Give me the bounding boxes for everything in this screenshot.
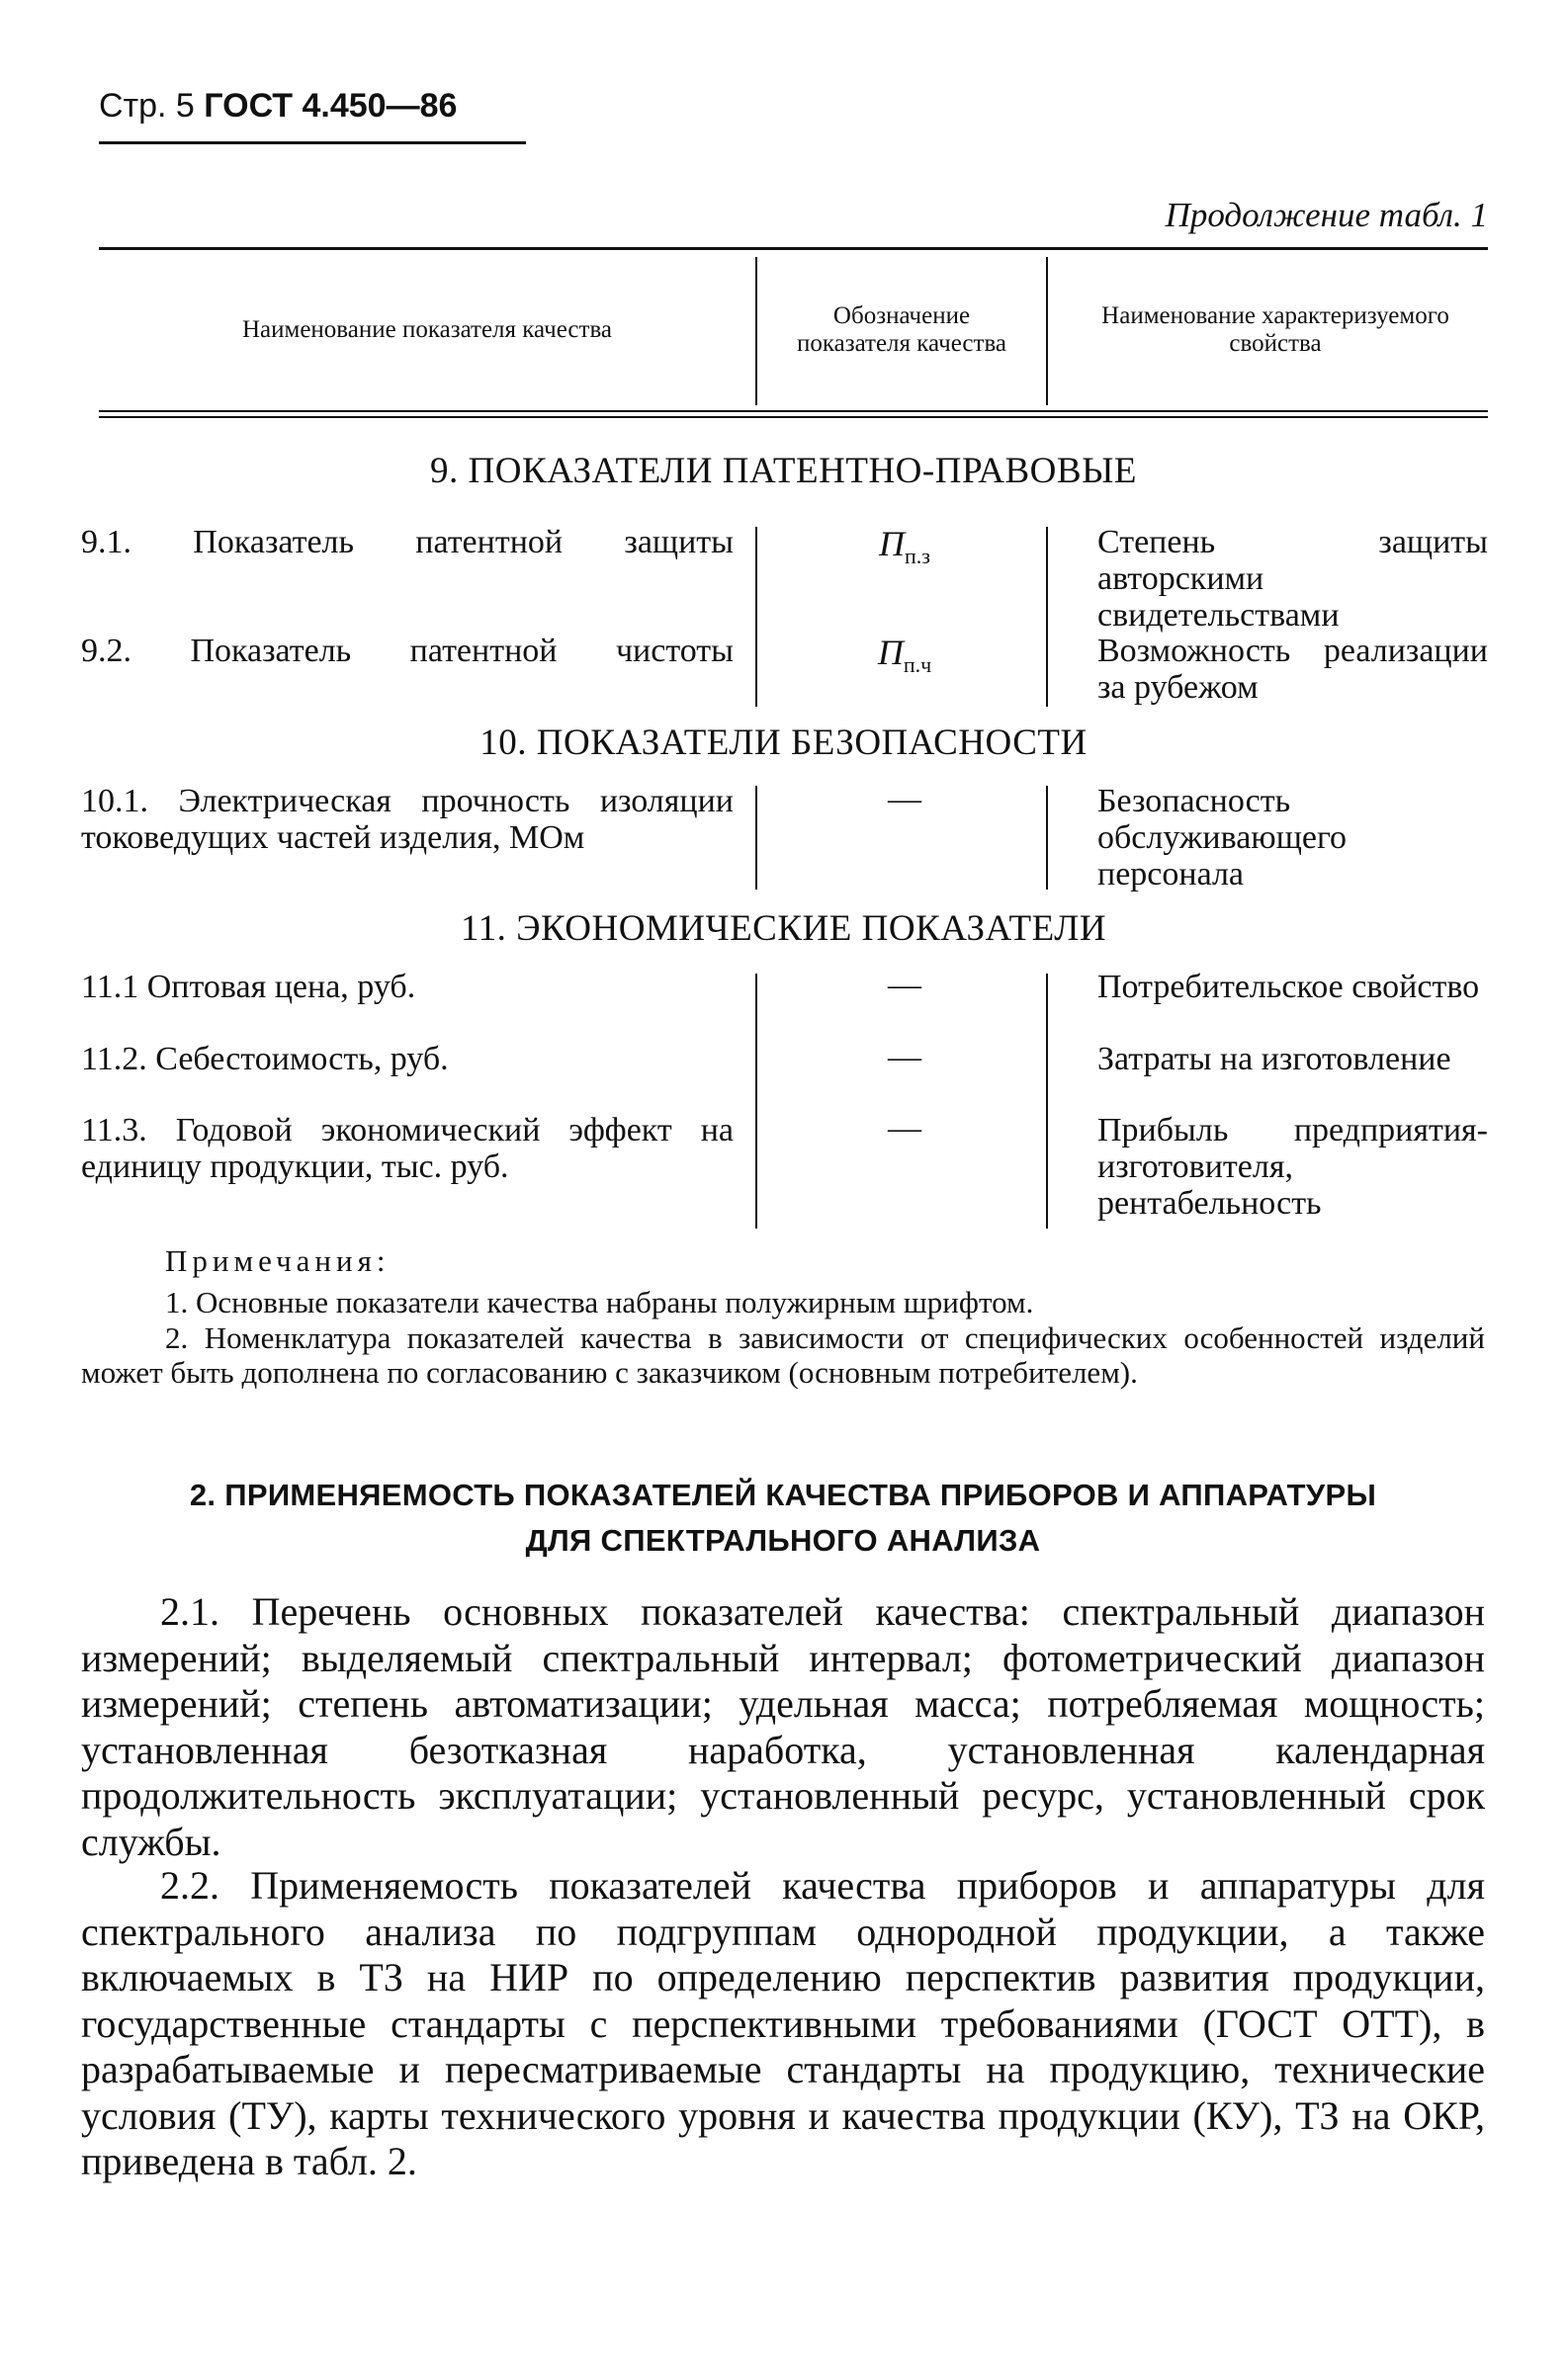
section-title-safety: 10. ПОКАЗАТЕЛИ БЕЗОПАСНОСТИ [479,722,1088,763]
row-name-9-1: 9.1. Показатель патентной защиты [81,524,734,560]
row-name-11-3: 11.3. Годовой экономический эффект на единицу продукции, тыс. руб. [81,1112,734,1185]
row-name-10-1: 10.1. Электрическая прочность изоляции токоведущих частей изделия, МОм [81,783,734,856]
page-label: Стр. 5 [99,87,195,125]
row-property-11-3: Прибыль предприятия-изготовителя, рентабельность [1097,1112,1488,1222]
column-header-property: Наименование характеризуемого свойства [1101,302,1449,357]
column-divider-1-sec9 [755,527,757,707]
row-property-9-2: Возможность реализации за рубежом [1097,633,1488,706]
column-divider-2-sec10 [1046,786,1048,890]
row-symbol-9-1: $П_{п.з}$ [879,524,930,569]
column-header-symbol: Обозначение показателя качества [796,302,1007,357]
table-header-bottom-rule [99,410,1488,412]
row-property-11-1: Потребительское свойство [1097,969,1480,1005]
section-title-patent: 9. ПОКАЗАТЕЛИ ПАТЕНТНО-ПРАВОВЫЕ [430,451,1137,491]
row-symbol-11-2: — [888,1039,921,1075]
table-header-bottom-rule-2 [99,416,1488,418]
column-divider-1-sec11 [755,974,757,1229]
notes-title: Примечания: [165,1243,391,1278]
note-1: 1. Основные показатели качества набраны полужирным шрифтом. [165,1285,1034,1319]
row-symbol-9-2: $П_{п.ч}$ [877,633,932,678]
column-divider-1-sec10 [755,786,757,890]
section-2-heading-line-1: 2. ПРИМЕНЯЕМОСТЬ ПОКАЗАТЕЛЕЙ КАЧЕСТВА ПРИБОРОВ И АППАРАТУРЫ [189,1478,1377,1512]
section-2-heading-line-2: ДЛЯ СПЕКТРАЛЬНОГО АНАЛИЗА [525,1523,1041,1558]
row-property-9-1: Степень защиты авторскими свидетельствами [1097,524,1488,634]
paragraph-2-2: 2.2. Применяемость показателей качества приборов и аппаратуры для спектрального анализа по подгруппам однородной продукции, а также включаемых в ТЗ на НИР по определению перспектив развития продукции, государственные стандарты с перспективными требованиями (ГОСТ ОТТ), в разрабатываемые и пересматриваемые стандарты на продукцию, технические условия (ТУ), карты технического уровня и качества продукции (КУ), ТЗ на ОКР, приведена в табл. 2. [81,1863,1485,2183]
standard-number: ГОСТ 4.450—86 [204,87,458,125]
header-divider-1 [755,257,757,405]
row-name-9-2: 9.2. Показатель патентной чистоты [81,633,734,669]
column-divider-2-sec9 [1046,527,1048,707]
header-rule [99,141,526,144]
paragraph-2-1: 2.1. Перечень основных показателей качества: спектральный диапазон измерений; выделяемый спектральный интервал; фотометрический диапазон измерений; степень автоматизации; удельная масса; потребляемая мощность; установленная безотказная наработка, установленная календарная продолжительность эксплуатации; установленный ресурс, установленный срок службы. [81,1589,1485,1864]
row-name-11-1: 11.1 Оптовая цена, руб. [81,969,416,1005]
section-2-heading [81,1473,1485,1564]
row-name-11-2: 11.2. Себестоимость, руб. [81,1041,449,1077]
page-header [99,87,457,126]
row-symbol-10-1: — [888,781,921,817]
row-symbol-11-1: — [888,967,921,1003]
row-property-11-2: Затраты на изготовление [1097,1041,1451,1077]
row-property-10-1: Безопасность обслуживающего персонала [1097,783,1348,892]
row-symbol-11-3: — [888,1110,921,1147]
column-divider-2-sec11 [1046,974,1048,1229]
column-header-name: Наименование показателя качества [241,316,613,343]
section-title-economic: 11. ЭКОНОМИЧЕСКИЕ ПОКАЗАТЕЛИ [460,908,1107,949]
table-continuation-label: Продолжение табл. 1 [1165,196,1488,234]
note-2: 2. Номенклатура показателей качества в зависимости от специфических особенностей изделий может быть дополнена по согласованию с заказчиком (основным потребителем). [81,1320,1485,1390]
header-divider-2 [1046,257,1048,405]
